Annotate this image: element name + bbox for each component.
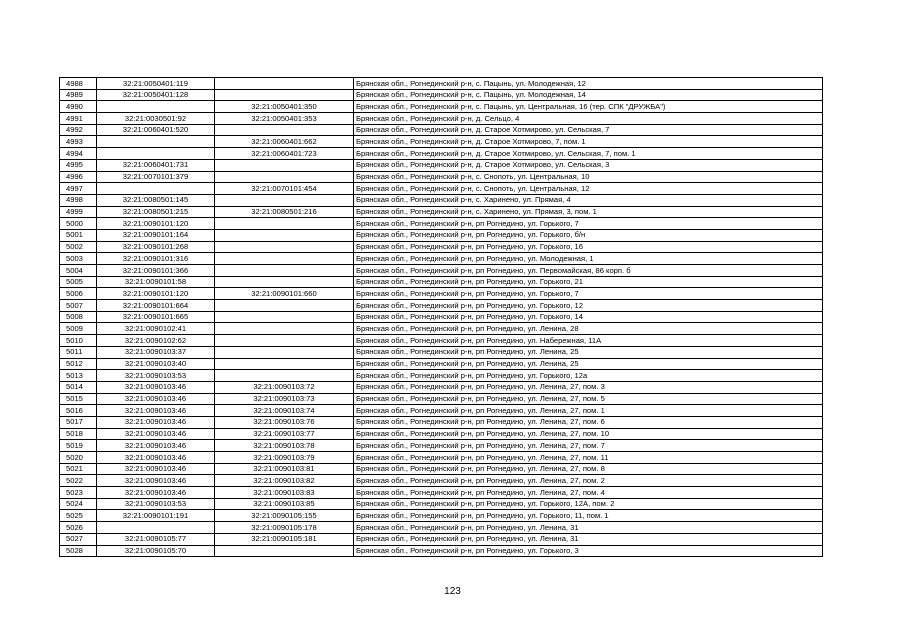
cadastral-number-cell: 32:21:0090103:46	[97, 381, 215, 393]
address-cell: Брянская обл., Рогнединский р-н, рп Рогнедино, ул. Горького, 12А, пом. 2	[354, 498, 823, 510]
cadastral-number-cell: 32:21:0090103:53	[97, 498, 215, 510]
row-number-cell: 4994	[60, 148, 97, 160]
cadastral-number-cell	[97, 101, 215, 113]
row-number-cell: 4998	[60, 194, 97, 206]
address-cell: Брянская обл., Рогнединский р-н, рп Рогнедино, ул. Горького, б/н	[354, 229, 823, 241]
cadastral-number-2-cell	[215, 171, 354, 183]
row-number-cell: 4992	[60, 124, 97, 136]
row-number-cell: 5025	[60, 510, 97, 522]
cadastral-number-cell: 32:21:0090103:53	[97, 370, 215, 382]
cadastral-number-2-cell: 32:21:0070101:454	[215, 183, 354, 195]
address-cell: Брянская обл., Рогнединский р-н, рп Рогнедино, ул. Горького, 7	[354, 218, 823, 230]
table-row	[60, 78, 823, 90]
address-cell: Брянская обл., Рогнединский р-н, рп Рогнедино, ул. Ленина, 31	[354, 533, 823, 545]
table-row	[60, 428, 823, 440]
cadastral-number-2-cell: 32:21:0090105:181	[215, 533, 354, 545]
table-row	[60, 463, 823, 475]
table-row	[60, 381, 823, 393]
cadastral-number-2-cell	[215, 241, 354, 253]
table-row	[60, 370, 823, 382]
row-number-cell: 5002	[60, 241, 97, 253]
address-cell: Брянская обл., Рогнединский р-н, д. Старое Хотмирово, ул. Сельская, 7	[354, 124, 823, 136]
address-cell: Брянская обл., Рогнединский р-н, с. Харинено, ул. Прямая, 3, пом. 1	[354, 206, 823, 218]
address-cell: Брянская обл., Рогнединский р-н, с. Пацынь, ул. Молодежная, 14	[354, 89, 823, 101]
cadastral-number-cell: 32:21:0090105:70	[97, 545, 215, 557]
cadastral-number-cell: 32:21:0050401:119	[97, 78, 215, 90]
row-number-cell: 5020	[60, 452, 97, 464]
table-row	[60, 510, 823, 522]
row-number-cell: 4989	[60, 89, 97, 101]
cadastral-number-2-cell	[215, 218, 354, 230]
cadastral-number-cell: 32:21:0090103:37	[97, 346, 215, 358]
address-cell: Брянская обл., Рогнединский р-н, рп Рогнедино, ул. Ленина, 27, пом. 11	[354, 452, 823, 464]
row-number-cell: 5006	[60, 288, 97, 300]
row-number-cell: 5017	[60, 416, 97, 428]
cadastral-number-cell: 32:21:0050401:128	[97, 89, 215, 101]
cadastral-number-2-cell	[215, 323, 354, 335]
row-number-cell: 5027	[60, 533, 97, 545]
cadastral-number-2-cell: 32:21:0090103:77	[215, 428, 354, 440]
table-row	[60, 288, 823, 300]
cadastral-number-2-cell	[215, 194, 354, 206]
table-row	[60, 101, 823, 113]
address-cell: Брянская обл., Рогнединский р-н, рп Рогнедино, ул. Ленина, 25	[354, 346, 823, 358]
table-body	[60, 78, 823, 557]
cadastral-number-2-cell: 32:21:0090103:78	[215, 440, 354, 452]
row-number-cell: 5019	[60, 440, 97, 452]
cadastral-number-2-cell	[215, 370, 354, 382]
address-cell: Брянская обл., Рогнединский р-н, с. Снопоть, ул. Центральная, 12	[354, 183, 823, 195]
table-row	[60, 452, 823, 464]
table-row	[60, 440, 823, 452]
table-row	[60, 311, 823, 323]
cadastral-number-cell: 32:21:0080501:145	[97, 194, 215, 206]
row-number-cell: 5021	[60, 463, 97, 475]
address-cell: Брянская обл., Рогнединский р-н, рп Рогнедино, ул. Ленина, 28	[354, 323, 823, 335]
row-number-cell: 5013	[60, 370, 97, 382]
cadastral-number-2-cell	[215, 159, 354, 171]
cadastral-number-cell	[97, 136, 215, 148]
address-cell: Брянская обл., Рогнединский р-н, рп Рогнедино, ул. Ленина, 27, пом. 5	[354, 393, 823, 405]
address-cell: Брянская обл., Рогнединский р-н, д. Старое Хотмирово, 7, пом. 1	[354, 136, 823, 148]
address-cell: Брянская обл., Рогнединский р-н, рп Рогнедино, ул. Горького, 16	[354, 241, 823, 253]
address-cell: Брянская обл., Рогнединский р-н, рп Рогнедино, ул. Ленина, 31	[354, 522, 823, 534]
cadastral-number-cell: 32:21:0090103:46	[97, 475, 215, 487]
row-number-cell: 5024	[60, 498, 97, 510]
table-row	[60, 533, 823, 545]
table-row	[60, 405, 823, 417]
table-row	[60, 265, 823, 277]
cadastral-number-cell: 32:21:0090103:46	[97, 452, 215, 464]
address-cell: Брянская обл., Рогнединский р-н, рп Рогнедино, ул. Ленина, 27, пом. 2	[354, 475, 823, 487]
cadastral-number-2-cell: 32:21:0090101:660	[215, 288, 354, 300]
cadastral-number-2-cell: 32:21:0050401:350	[215, 101, 354, 113]
address-cell: Брянская обл., Рогнединский р-н, д. Старое Хотмирово, ул. Сельская, 7, пом. 1	[354, 148, 823, 160]
cadastral-number-cell: 32:21:0090101:120	[97, 288, 215, 300]
cadastral-number-2-cell	[215, 229, 354, 241]
address-cell: Брянская обл., Рогнединский р-н, рп Рогнедино, ул. Горького, 3	[354, 545, 823, 557]
table-row	[60, 335, 823, 347]
address-cell: Брянская обл., Рогнединский р-н, рп Рогнедино, ул. Ленина, 27, пом. 4	[354, 487, 823, 499]
cadastral-number-2-cell: 32:21:0090103:82	[215, 475, 354, 487]
table-row	[60, 124, 823, 136]
cadastral-number-cell: 32:21:0090101:191	[97, 510, 215, 522]
cadastral-number-2-cell: 32:21:0090103:73	[215, 393, 354, 405]
cadastral-number-2-cell	[215, 265, 354, 277]
row-number-cell: 4990	[60, 101, 97, 113]
cadastral-number-cell: 32:21:0090101:664	[97, 300, 215, 312]
table-row	[60, 136, 823, 148]
table-row	[60, 498, 823, 510]
cadastral-number-cell: 32:21:0090103:46	[97, 428, 215, 440]
row-number-cell: 5023	[60, 487, 97, 499]
cadastral-number-cell: 32:21:0090103:46	[97, 416, 215, 428]
row-number-cell: 5016	[60, 405, 97, 417]
cadastral-number-2-cell	[215, 346, 354, 358]
row-number-cell: 5004	[60, 265, 97, 277]
address-cell: Брянская обл., Рогнединский р-н, рп Рогнедино, ул. Горького, 12	[354, 300, 823, 312]
cadastral-number-2-cell	[215, 124, 354, 136]
row-number-cell: 5005	[60, 276, 97, 288]
table-row	[60, 89, 823, 101]
table-row	[60, 194, 823, 206]
table-row	[60, 171, 823, 183]
row-number-cell: 5000	[60, 218, 97, 230]
table-row	[60, 545, 823, 557]
table-row	[60, 475, 823, 487]
row-number-cell: 5012	[60, 358, 97, 370]
row-number-cell: 4995	[60, 159, 97, 171]
row-number-cell: 4997	[60, 183, 97, 195]
cadastral-number-2-cell: 32:21:0090103:83	[215, 487, 354, 499]
table-row	[60, 113, 823, 125]
cadastral-number-2-cell	[215, 89, 354, 101]
table-row	[60, 522, 823, 534]
address-cell: Брянская обл., Рогнединский р-н, с. Пацынь, ул. Молодежная, 12	[354, 78, 823, 90]
address-cell: Брянская обл., Рогнединский р-н, рп Рогнедино, ул. Ленина, 27, пом. 3	[354, 381, 823, 393]
address-cell: Брянская обл., Рогнединский р-н, рп Рогнедино, ул. Набережная, 11А	[354, 335, 823, 347]
table-row	[60, 300, 823, 312]
cadastral-number-2-cell: 32:21:0090103:74	[215, 405, 354, 417]
cadastral-number-2-cell	[215, 335, 354, 347]
table-row	[60, 487, 823, 499]
cadastral-number-2-cell: 32:21:0090105:178	[215, 522, 354, 534]
row-number-cell: 4988	[60, 78, 97, 90]
address-cell: Брянская обл., Рогнединский р-н, рп Рогнедино, ул. Ленина, 27, пом. 1	[354, 405, 823, 417]
table-row	[60, 183, 823, 195]
address-cell: Брянская обл., Рогнединский р-н, рп Рогнедино, ул. Горького, 12а	[354, 370, 823, 382]
table-row	[60, 148, 823, 160]
cadastral-number-cell: 32:21:0090103:46	[97, 405, 215, 417]
row-number-cell: 5022	[60, 475, 97, 487]
table-row	[60, 218, 823, 230]
cadastral-number-2-cell	[215, 300, 354, 312]
cadastral-number-cell: 32:21:0090101:164	[97, 229, 215, 241]
cadastral-number-cell: 32:21:0090101:268	[97, 241, 215, 253]
address-cell: Брянская обл., Рогнединский р-н, рп Рогнедино, ул. Ленина, 25	[354, 358, 823, 370]
cadastral-number-2-cell: 32:21:0060401:662	[215, 136, 354, 148]
cadastral-number-cell: 32:21:0090103:46	[97, 487, 215, 499]
address-cell: Брянская обл., Рогнединский р-н, с. Пацынь, ул. Центральная, 16 (тер. СПК "ДРУЖБА")	[354, 101, 823, 113]
row-number-cell: 5026	[60, 522, 97, 534]
cadastral-number-cell	[97, 522, 215, 534]
table-row	[60, 416, 823, 428]
address-cell: Брянская обл., Рогнединский р-н, рп Рогнедино, ул. Молодежная, 1	[354, 253, 823, 265]
table-row	[60, 159, 823, 171]
cadastral-number-2-cell: 32:21:0090103:79	[215, 452, 354, 464]
cadastral-number-cell: 32:21:0090101:366	[97, 265, 215, 277]
row-number-cell: 5001	[60, 229, 97, 241]
cadastral-number-2-cell	[215, 545, 354, 557]
cadastral-number-cell: 32:21:0090101:316	[97, 253, 215, 265]
row-number-cell: 5009	[60, 323, 97, 335]
row-number-cell: 5018	[60, 428, 97, 440]
cadastral-number-cell: 32:21:0090101:120	[97, 218, 215, 230]
address-cell: Брянская обл., Рогнединский р-н, рп Рогнедино, ул. Ленина, 27, пом. 6	[354, 416, 823, 428]
table-row	[60, 393, 823, 405]
row-number-cell: 4996	[60, 171, 97, 183]
table-row	[60, 253, 823, 265]
cadastral-number-cell	[97, 148, 215, 160]
address-cell: Брянская обл., Рогнединский р-н, с. Харинено, ул. Прямая, 4	[354, 194, 823, 206]
cadastral-number-cell: 32:21:0060401:731	[97, 159, 215, 171]
address-cell: Брянская обл., Рогнединский р-н, с. Снопоть, ул. Центральная, 10	[354, 171, 823, 183]
address-cell: Брянская обл., Рогнединский р-н, рп Рогнедино, ул. Горького, 21	[354, 276, 823, 288]
cadastral-number-2-cell	[215, 358, 354, 370]
cadastral-number-2-cell: 32:21:0090103:81	[215, 463, 354, 475]
address-cell: Брянская обл., Рогнединский р-н, рп Рогнедино, ул. Ленина, 27, пом. 10	[354, 428, 823, 440]
row-number-cell: 5014	[60, 381, 97, 393]
cadastral-number-2-cell	[215, 253, 354, 265]
address-cell: Брянская обл., Рогнединский р-н, рп Рогнедино, ул. Ленина, 27, пом. 7	[354, 440, 823, 452]
cadastral-number-2-cell: 32:21:0090103:85	[215, 498, 354, 510]
table-row	[60, 276, 823, 288]
address-cell: Брянская обл., Рогнединский р-н, рп Рогнедино, ул. Ленина, 27, пом. 8	[354, 463, 823, 475]
cadastral-number-2-cell: 32:21:0090103:72	[215, 381, 354, 393]
cadastral-number-2-cell: 32:21:0090103:76	[215, 416, 354, 428]
row-number-cell: 5010	[60, 335, 97, 347]
cadastral-number-cell: 32:21:0090103:46	[97, 440, 215, 452]
table-row	[60, 229, 823, 241]
cadastral-number-cell: 32:21:0060401:520	[97, 124, 215, 136]
cadastral-number-cell: 32:21:0090103:40	[97, 358, 215, 370]
cadastral-number-cell: 32:21:0090105:77	[97, 533, 215, 545]
cadastral-number-cell: 32:21:0070101:379	[97, 171, 215, 183]
cadastral-number-cell: 32:21:0090102:62	[97, 335, 215, 347]
cadastral-number-2-cell: 32:21:0080501:216	[215, 206, 354, 218]
cadastral-number-cell: 32:21:0090103:46	[97, 463, 215, 475]
cadastral-number-cell: 32:21:0090101:665	[97, 311, 215, 323]
cadastral-number-cell: 32:21:0030501:92	[97, 113, 215, 125]
address-cell: Брянская обл., Рогнединский р-н, рп Рогнедино, ул. Горького, 11, пом. 1	[354, 510, 823, 522]
cadastral-number-2-cell: 32:21:0060401:723	[215, 148, 354, 160]
cadastral-number-2-cell	[215, 276, 354, 288]
table-row	[60, 206, 823, 218]
row-number-cell: 5011	[60, 346, 97, 358]
row-number-cell: 4993	[60, 136, 97, 148]
address-cell: Брянская обл., Рогнединский р-н, рп Рогнедино, ул. Горького, 7	[354, 288, 823, 300]
table-row	[60, 323, 823, 335]
row-number-cell: 5007	[60, 300, 97, 312]
row-number-cell: 5003	[60, 253, 97, 265]
property-table	[59, 77, 823, 557]
cadastral-number-cell: 32:21:0080501:215	[97, 206, 215, 218]
table-row	[60, 358, 823, 370]
page-number: 123	[444, 586, 461, 597]
cadastral-number-cell	[97, 183, 215, 195]
row-number-cell: 4999	[60, 206, 97, 218]
address-cell: Брянская обл., Рогнединский р-н, д. Сельцо, 4	[354, 113, 823, 125]
address-cell: Брянская обл., Рогнединский р-н, рп Рогнедино, ул. Первомайская, 86 корп. б	[354, 265, 823, 277]
cadastral-number-2-cell: 32:21:0090105:155	[215, 510, 354, 522]
row-number-cell: 5028	[60, 545, 97, 557]
cadastral-number-cell: 32:21:0090101:58	[97, 276, 215, 288]
cadastral-number-cell: 32:21:0090102:41	[97, 323, 215, 335]
cadastral-number-2-cell	[215, 311, 354, 323]
address-cell: Брянская обл., Рогнединский р-н, рп Рогнедино, ул. Горького, 14	[354, 311, 823, 323]
address-cell: Брянская обл., Рогнединский р-н, д. Старое Хотмирово, ул. Сельская, 3	[354, 159, 823, 171]
table-row	[60, 346, 823, 358]
cadastral-number-cell: 32:21:0090103:46	[97, 393, 215, 405]
row-number-cell: 5008	[60, 311, 97, 323]
row-number-cell: 5015	[60, 393, 97, 405]
cadastral-number-2-cell: 32:21:0050401:353	[215, 113, 354, 125]
table-row	[60, 241, 823, 253]
cadastral-number-2-cell	[215, 78, 354, 90]
row-number-cell: 4991	[60, 113, 97, 125]
